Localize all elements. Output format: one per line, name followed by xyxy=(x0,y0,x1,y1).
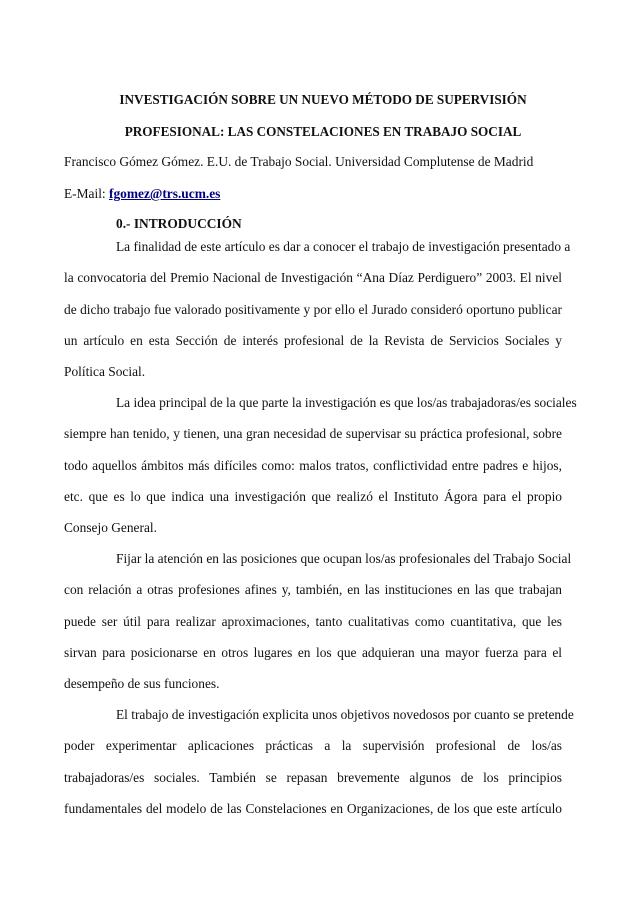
paragraph-line: El trabajo de investigación explicita unos objetivos novedosos por cuanto se pretende xyxy=(116,707,574,722)
paragraph-line: etc. que es lo que indica una investigación que realizó el Instituto Ágora para el propio xyxy=(64,488,562,504)
email-line xyxy=(64,186,220,202)
paragraph-line: La idea principal de la que parte la investigación es que los/as trabajadoras/es sociales xyxy=(116,395,577,410)
paragraph-line: todo aquellos ámbitos más difíciles como: malos tratos, conflictividad entre padres e hijos, xyxy=(64,457,562,473)
paragraph-3 xyxy=(64,550,572,706)
paragraph-line: siempre han tenido, y tienen, una gran necesidad de supervisar su práctica profesional, sobre xyxy=(64,426,562,442)
title-line-2: PROFESIONAL: LAS CONSTELACIONES EN TRABAJO SOCIAL xyxy=(124,124,522,139)
paragraph-line: fundamentales del modelo de las Constelaciones en Organizaciones, de los que este artículo xyxy=(64,800,562,816)
paragraph-line: Consejo General. xyxy=(64,520,157,536)
paragraph-1 xyxy=(64,238,571,394)
author-line: Francisco Gómez Gómez. E.U. de Trabajo Social. Universidad Complutense de Madrid xyxy=(64,154,534,169)
paragraph-line: sirvan para posicionarse en otros lugares en los que adquieran una mayor fuerza para el xyxy=(64,644,562,660)
paragraph-line: un artículo en esta Sección de interés profesional de la Revista de Servicios Sociales y xyxy=(64,332,562,348)
paragraph-line: Fijar la atención en las posiciones que ocupan los/as profesionales del Trabajo Social xyxy=(116,551,572,566)
paragraph-line: con relación a otras profesiones afines y, también, en las instituciones en las que trabajan xyxy=(64,582,562,598)
email-link[interactable]: fgomez@trs.ucm.es xyxy=(109,186,221,201)
paragraph-line: puede ser útil para realizar aproximaciones, tanto cualitativas como cuantitativa, que les xyxy=(64,613,562,629)
paragraph-line: desempeño de sus funciones. xyxy=(64,676,220,692)
email-label: E-Mail: xyxy=(64,186,109,201)
paragraph-2 xyxy=(64,394,577,550)
paragraph-line: de dicho trabajo fue valorado positivamente y por ello el Jurado consideró oportuno publicar xyxy=(64,301,562,317)
paragraph-line: la convocatoria del Premio Nacional de Investigación “Ana Díaz Perdiguero” 2003. El nivel xyxy=(64,270,562,286)
paragraph-line: Política Social. xyxy=(64,364,146,380)
paragraph-4 xyxy=(64,706,574,831)
title-line-1: INVESTIGACIÓN SOBRE UN NUEVO MÉTODO DE SUPERVISIÓN xyxy=(119,92,527,107)
section-heading: 0.- INTRODUCCIÓN xyxy=(116,216,242,231)
paragraph-line: La finalidad de este artículo es dar a conocer el trabajo de investigación presentado a xyxy=(116,239,571,254)
paragraph-line: trabajadoras/es sociales. También se repasan brevemente algunos de los principios xyxy=(64,769,562,785)
paragraph-line: poder experimentar aplicaciones prácticas a la supervisión profesional de los/as xyxy=(64,738,562,754)
